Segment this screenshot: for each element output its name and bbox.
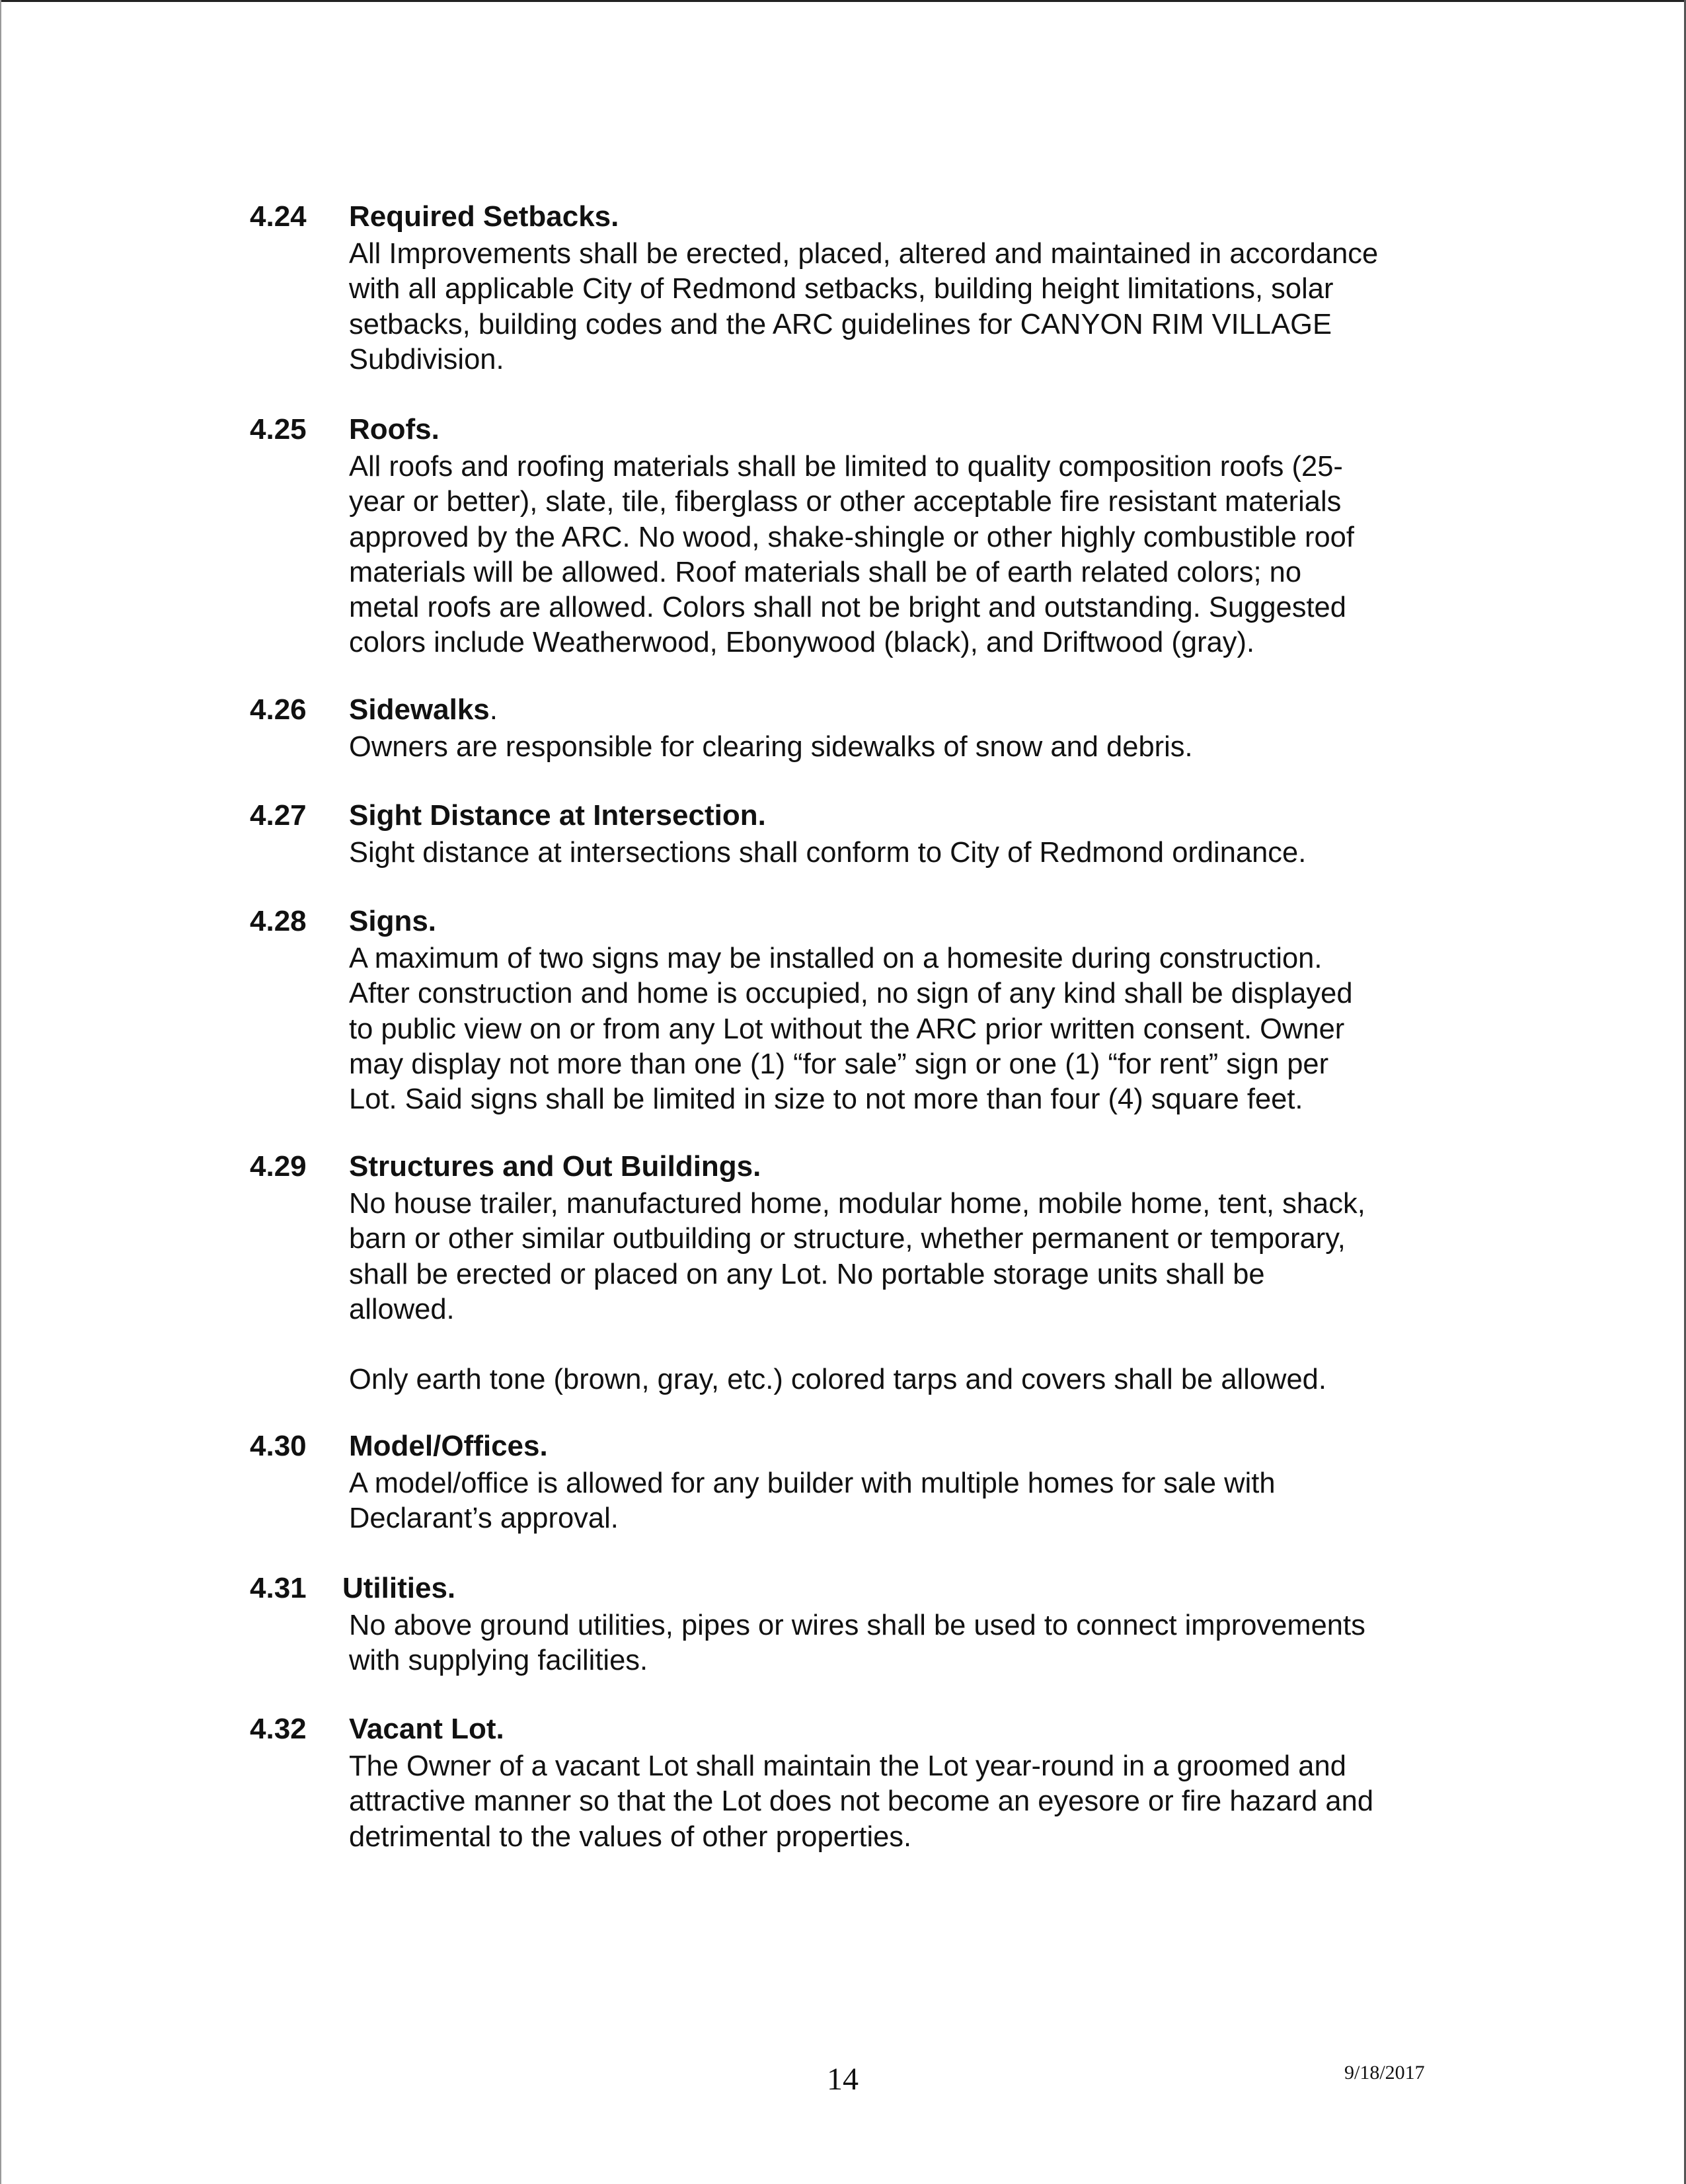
section-4-31 — [250, 1569, 1459, 1679]
page-number: 14 — [827, 2062, 859, 2097]
body-line: Declarant’s approval. — [349, 1502, 619, 1535]
footer-date: 9/18/2017 — [1344, 2062, 1425, 2084]
section-4-26 — [250, 690, 1459, 765]
section-body — [349, 836, 1459, 871]
section-heading — [250, 690, 1459, 730]
section-heading — [250, 1569, 1459, 1608]
section-number: 4.24 — [250, 200, 307, 233]
section-4-32 — [250, 1709, 1459, 1855]
section-heading — [250, 410, 1459, 449]
section-4-28 — [250, 902, 1459, 1117]
section-4-30 — [250, 1426, 1459, 1537]
body-line: approved by the ARC. No wood, shake-shingle or other highly combustible roof — [349, 521, 1354, 553]
section-heading — [250, 1426, 1459, 1466]
section-number: 4.27 — [250, 799, 307, 832]
section-number: 4.32 — [250, 1713, 307, 1745]
body-line: A maximum of two signs may be installed on a homesite during construction. — [349, 943, 1322, 974]
body-line: to public view on or from any Lot without the ARC prior written consent. Owner — [349, 1013, 1345, 1045]
body-line: metal roofs are allowed. Colors shall not be bright and outstanding. Suggested — [349, 592, 1346, 624]
section-body — [349, 941, 1459, 1117]
section-heading — [250, 902, 1459, 941]
page-top-edge — [0, 0, 1686, 2]
page-left-edge — [0, 0, 1, 2184]
section-number: 4.26 — [250, 693, 307, 726]
body-line: detrimental to the values of other properties. — [349, 1820, 912, 1853]
body-line: materials will be allowed. Roof materials shall be of earth related colors; no — [349, 556, 1302, 588]
section-body — [349, 1187, 1459, 1397]
body-line: No house trailer, manufactured home, modular home, mobile home, tent, shack, — [349, 1188, 1365, 1220]
section-title-suffix: . — [489, 693, 498, 726]
section-title: Sight Distance at Intersection. — [349, 799, 766, 832]
section-title: Roofs. — [349, 413, 440, 446]
section-body — [349, 1749, 1459, 1855]
body-line: year or better), slate, tile, fiberglass or other acceptable fire resistant materials — [349, 486, 1342, 518]
section-body — [349, 237, 1459, 377]
section-body — [349, 449, 1459, 661]
section-number: 4.31 — [250, 1572, 307, 1604]
body-line: barn or other similar outbuilding or structure, whether permanent or temporary, — [349, 1223, 1346, 1255]
section-title — [349, 690, 498, 730]
section-title: Model/Offices. — [349, 1430, 548, 1462]
section-heading — [250, 1147, 1459, 1187]
section-number: 4.28 — [250, 905, 307, 937]
section-title: Utilities. — [342, 1572, 456, 1604]
body-line: attractive manner so that the Lot does not become an eyesore or fire hazard and — [349, 1785, 1374, 1818]
body-line: All Improvements shall be erected, placed, altered and maintained in accordance — [349, 238, 1379, 270]
section-heading — [250, 796, 1459, 836]
section-heading — [250, 1709, 1459, 1749]
body-line: No above ground utilities, pipes or wires shall be used to connect improvements — [349, 1610, 1365, 1641]
section-number: 4.29 — [250, 1150, 307, 1183]
section-body — [349, 1608, 1459, 1679]
section-4-25 — [250, 410, 1459, 661]
body-line: Lot. Said signs shall be limited in size to not more than four (4) square feet. — [349, 1083, 1303, 1116]
section-4-24 — [250, 197, 1459, 377]
body-line: allowed. — [349, 1293, 455, 1325]
body-line: Only earth tone (brown, gray, etc.) colored tarps and covers shall be allowed. — [349, 1364, 1326, 1396]
body-line: with supplying facilities. — [349, 1645, 648, 1677]
section-title: Signs. — [349, 905, 437, 937]
section-number: 4.30 — [250, 1430, 307, 1462]
section-title: Required Setbacks. — [349, 200, 619, 233]
section-number: 4.25 — [250, 413, 307, 446]
body-line: with all applicable City of Redmond setbacks, building height limitations, solar — [349, 273, 1334, 305]
body-line: After construction and home is occupied, no sign of any kind shall be displayed — [349, 978, 1353, 1010]
section-title: Vacant Lot. — [349, 1713, 504, 1745]
body-line: All roofs and roofing materials shall be limited to quality composition roofs (25- — [349, 451, 1343, 483]
body-line: Sight distance at intersections shall conform to City of Redmond ordinance. — [349, 837, 1307, 869]
body-line: Owners are responsible for clearing sidewalks of snow and debris. — [349, 731, 1193, 763]
body-line: A model/office is allowed for any builder with multiple homes for sale with — [349, 1467, 1276, 1499]
section-title: Structures and Out Buildings. — [349, 1150, 761, 1183]
body-line: The Owner of a vacant Lot shall maintain the Lot year-round in a groomed and — [349, 1750, 1346, 1782]
body-line: may display not more than one (1) “for sale” sign or one (1) “for rent” sign per — [349, 1048, 1329, 1080]
section-title-text: Sidewalks — [349, 693, 490, 726]
body-line: colors include Weatherwood, Ebonywood (black), and Driftwood (gray). — [349, 627, 1255, 659]
section-body — [349, 1466, 1459, 1537]
section-4-27 — [250, 796, 1459, 871]
section-body — [349, 730, 1459, 765]
body-line: Subdivision. — [349, 343, 504, 375]
section-heading — [250, 197, 1459, 237]
section-4-29 — [250, 1147, 1459, 1397]
body-line: shall be erected or placed on any Lot. No portable storage units shall be — [349, 1258, 1265, 1290]
body-line: setbacks, building codes and the ARC guidelines for CANYON RIM VILLAGE — [349, 308, 1332, 340]
